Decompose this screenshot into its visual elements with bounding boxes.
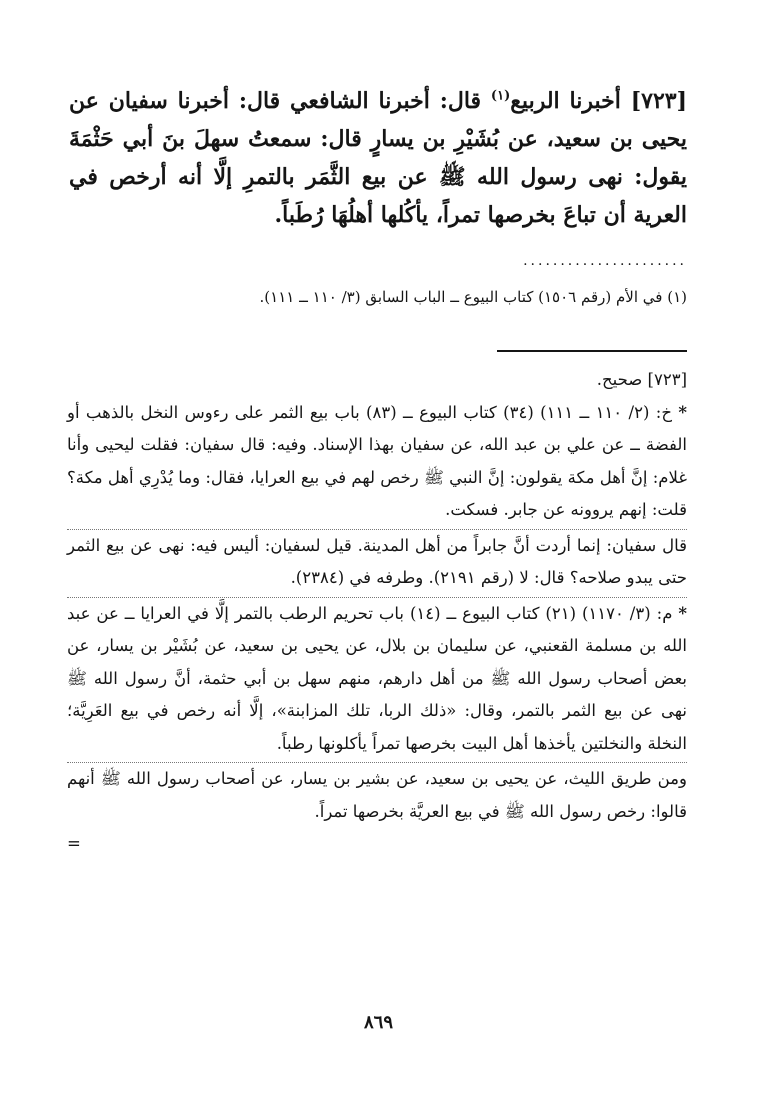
commentary-grade: [٧٢٣] صحيح. — [596, 370, 687, 389]
commentary-para-bukhari — [67, 397, 687, 527]
page-number: ٨٦٩ — [363, 1012, 393, 1033]
commentary — [67, 364, 687, 861]
commentary-para-muslim-text: م: (٣/ ١١٧٠) (٢١) كتاب البيوع ــ (١٤) باب تحريم الرطب بالتمر إلَّا في العرايا ــ عن عبد الله بن مسلمة القعنبي، عن سليمان بن بلال، عن يحيى بن سعيد، عن بُشَيْر بن يسار، عن بعض أصحاب رسول الله ﷺ من أهل دارهم، منهم سهل بن أبي حثمة، أنَّ رسول الله ﷺ نهى عن بيع الثمر بالتمر، وقال: «ذلك الربا، تلك المزابنة»، إلَّا أنه رخص في بيع العَرِيَّة؛ النخلة والنخلتين يأخذها أهل البيت بخرصها تمراً يأكلونها رطباً. — [67, 603, 687, 753]
footnote-separator: ...................... — [523, 254, 687, 268]
commentary-para-bukhari-text: خ: (٢/ ١١٠ ــ ١١١) (٣٤) كتاب البيوع ــ (٨٣) باب بيع الثمر على رءوس النخل بالذهب أو الفضة ــ عن علي بن عبد الله، عن سفيان بهذا الإسناد. وفيه: قال سفيان: فقلت ليحيى وأنا غلام: إنَّ أهل مكة يقولون: إنَّ النبي ﷺ رخص لهم في بيع العرايا، فقال: وما يُدْرِي أهل مكة؟ قلت: إنهم يروونه عن جابر. فسكت. — [67, 402, 687, 519]
hadith-text — [69, 82, 687, 234]
footnote: (١) في الأم (رقم ١٥٠٦) كتاب البيوع ــ الباب السابق (٣/ ١١٠ ــ ١١١). — [259, 288, 687, 306]
commentary-para-layth: ومن طريق الليث، عن يحيى بن سعيد، عن بشير بن يسار، عن أصحاب رسول الله ﷺ أنهم قالوا: رخص رسول الله ﷺ في بيع العريَّة بخرصها تمراً. — [67, 769, 687, 821]
continuation-mark: = — [67, 834, 81, 853]
commentary-rule — [497, 350, 687, 352]
commentary-para-muslim — [67, 598, 687, 761]
asterisk-marker: * — [678, 402, 687, 422]
footnote-ref: (١) — [490, 88, 511, 104]
hadith-text-b: قال: أخبرنا الشافعي قال: أخبرنا سفيان عن يحيى بن سعيد، عن بُشَيْرِ بن يسارٍ قال: سمعتُ سهلَ بنَ أبي حَثْمَةَ يقول: نهى رسول الله ﷺ عن بيع الثَّمَر بالتمرِ إلَّا أنه أرخص في العرية أن تباعَ بخرصها تمراً، يأكُلها أهلُهَا رُطَباً. — [69, 88, 687, 228]
hadith-number: [٧٢٣] — [630, 88, 687, 114]
hadith-text-a: أخبرنا الربيع — [510, 88, 631, 114]
commentary-para-sufyan: قال سفيان: إنما أردت أنَّ جابراً من أهل المدينة. قيل لسفيان: أليس فيه: نهى عن بيع الثمر حتى يبدو صلاحه؟ قال: لا (رقم ٢١٩١). وطرفه في (٢٣٨٤). — [67, 535, 687, 587]
asterisk-marker: * — [678, 603, 688, 623]
